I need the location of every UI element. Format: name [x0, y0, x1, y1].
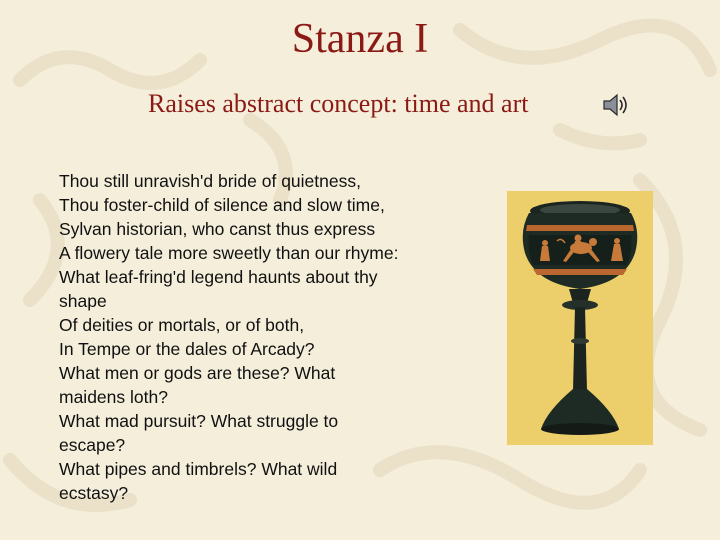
poem-line: What men or gods are these? What	[59, 363, 336, 383]
poem-line: In Tempe or the dales of Arcady?	[59, 339, 315, 359]
poem-line: A flowery tale more sweetly than our rhyme:	[59, 243, 399, 263]
slide-subtitle: Raises abstract concept: time and art	[148, 89, 529, 118]
greek-vase-image	[507, 191, 653, 445]
poem-line: What pipes and timbrels? What wild	[59, 459, 338, 479]
speaker-icon[interactable]	[600, 92, 630, 118]
poem-line: Sylvan historian, who canst thus express	[59, 219, 376, 239]
vase-illustration	[507, 191, 653, 445]
poem-line: escape?	[59, 435, 126, 455]
slide-title: Stanza I	[291, 16, 429, 62]
poem-line: maidens loth?	[59, 387, 168, 407]
poem-line: ecstasy?	[59, 483, 129, 503]
poem-line: Of deities or mortals, or of both,	[59, 315, 305, 335]
poem-line: What leaf-fring'd legend haunts about thy	[59, 267, 378, 287]
poem-text	[59, 169, 459, 505]
poem-line: Thou still unravish'd bride of quietness,	[59, 171, 361, 191]
poem-line: What mad pursuit? What struggle to	[59, 411, 339, 431]
poem-line: Thou foster-child of silence and slow time,	[59, 195, 385, 215]
poem-line: shape	[59, 291, 107, 311]
